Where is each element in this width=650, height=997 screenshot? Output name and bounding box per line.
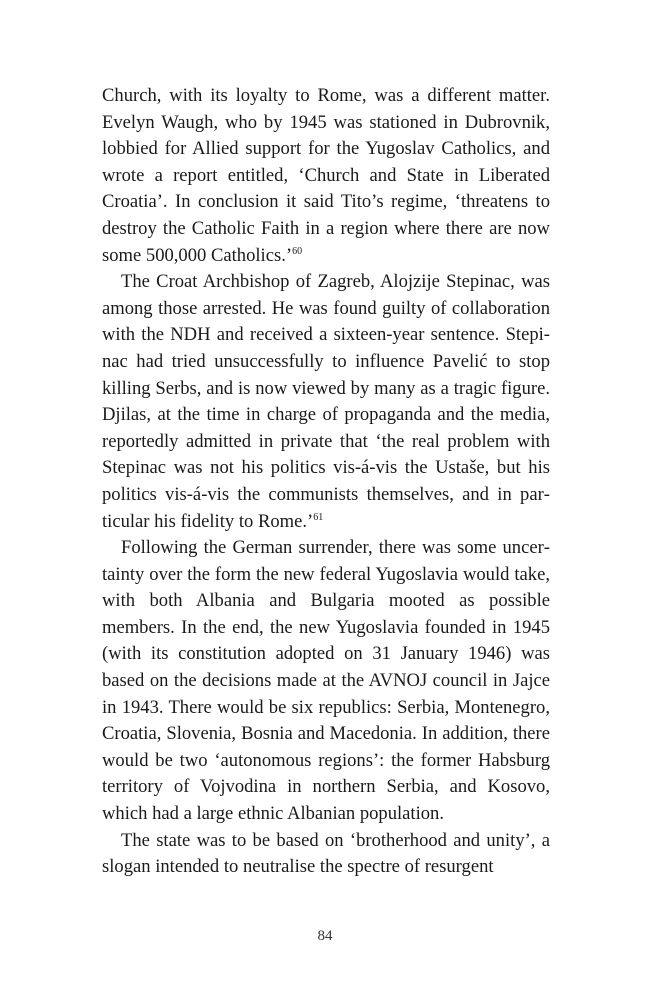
paragraph-4 bbox=[102, 828, 550, 881]
paragraph-2 bbox=[102, 269, 550, 535]
paragraph-1 bbox=[102, 83, 550, 269]
paragraph-3 bbox=[102, 535, 550, 828]
paragraph-4-text: The state was to be based on ‘brotherhood and unity’, a slogan intended to neutralise the spectre of resurgent bbox=[102, 829, 550, 878]
paragraph-3-text: Following the German surrender, there was some uncertainty over the form the new federal Yugoslavia would take, with both Albania and Bulgaria mooted as possible members. In the end, the new Yugoslavia founded in 1945 (with its constitution adopted on 31 January 1946) was based on the decisions made at the AVNOJ council in Jajce in 1943. There would be six republics: Serbia, Montenegro, Croatia, Slovenia, Bosnia and Macedonia. In addition, there would be two ‘autonomous regions’: the former Habsburg territory of Vojvodina in northern Serbia, and Kosovo, which had a large ethnic Albanian population. bbox=[102, 537, 550, 825]
paragraph-2-text: The Croat Archbishop of Zagreb, Alojzije Stepinac, was among those arrested. He was found guilty of collaboration with the NDH and received a sixteen-year sentence. Stepinac had tried unsuccessfully to influence Pavelić to stop killing Serbs, and is now viewed by many as a tragic figure. Djilas, at the time in charge of propaganda and the media, reportedly admitted in private that ‘the real problem with Stepinac was not his politics vis-á-vis the Ustaše, but his politics vis-á-vis the communists themselves, and in particular his fidelity to Rome.’ bbox=[102, 271, 550, 532]
footnote-ref-60[interactable]: 60 bbox=[292, 245, 303, 257]
footnote-ref-61[interactable]: 61 bbox=[313, 511, 324, 523]
page-number: 84 bbox=[317, 928, 333, 944]
body-text bbox=[102, 83, 550, 881]
paragraph-1-text: Church, with its loyalty to Rome, was a different matter. Evelyn Waugh, who by 1945 was stationed in Dubrovnik, lobbied for Allied support for the Yugoslav Catholics, and wrote a report entitled, ‘Church and State in Liberated Croatia’. In conclusion it said Tito’s regime, ‘threatens to destroy the Catholic Faith in a region where there are now some 500,000 Catholics.’ bbox=[102, 85, 550, 266]
